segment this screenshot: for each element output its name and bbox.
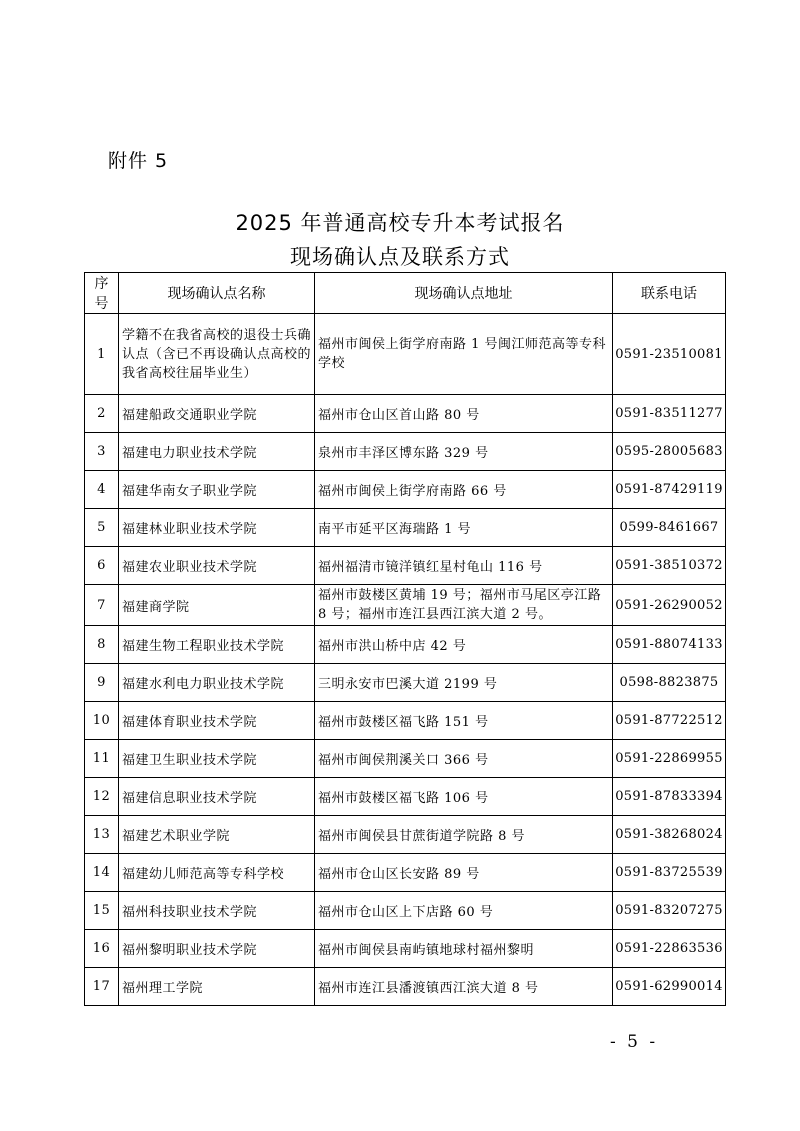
site-address-cell: 福州市仓山区长安路 89 号 bbox=[315, 854, 613, 892]
header-site-address: 现场确认点地址 bbox=[315, 273, 613, 314]
table-row bbox=[85, 433, 726, 471]
phone-cell: 0591-38268024 bbox=[613, 816, 726, 854]
site-address-cell: 三明永安市巴溪大道 2199 号 bbox=[315, 664, 613, 702]
table-row bbox=[85, 930, 726, 968]
site-address-cell: 南平市延平区海瑞路 1 号 bbox=[315, 509, 613, 547]
table-row bbox=[85, 509, 726, 547]
table-row bbox=[85, 626, 726, 664]
row-number-cell: 4 bbox=[85, 471, 119, 509]
table-row bbox=[85, 395, 726, 433]
site-address-cell: 福州市闽侯上街学府南路 66 号 bbox=[315, 471, 613, 509]
document-title-line1: 2025 年普通高校专升本考试报名 bbox=[235, 211, 565, 235]
phone-cell: 0591-23510081 bbox=[613, 314, 726, 395]
row-number-cell: 8 bbox=[85, 626, 119, 664]
row-number-cell: 11 bbox=[85, 740, 119, 778]
row-number-cell: 17 bbox=[85, 968, 119, 1006]
phone-cell: 0599-8461667 bbox=[613, 509, 726, 547]
site-name-cell: 福建林业职业技术学院 bbox=[119, 509, 315, 547]
table-row bbox=[85, 471, 726, 509]
table-row bbox=[85, 854, 726, 892]
row-number-cell: 12 bbox=[85, 778, 119, 816]
site-address-cell: 福州市闽侯荆溪关口 366 号 bbox=[315, 740, 613, 778]
document-title-line2: 现场确认点及联系方式 bbox=[290, 245, 510, 269]
phone-cell: 0591-38510372 bbox=[613, 547, 726, 585]
row-number-cell: 2 bbox=[85, 395, 119, 433]
site-name-cell: 学籍不在我省高校的退役士兵确认点（含已不再设确认点高校的我省高校往届毕业生） bbox=[119, 314, 315, 395]
row-number-cell: 9 bbox=[85, 664, 119, 702]
site-address-cell: 泉州市丰泽区博东路 329 号 bbox=[315, 433, 613, 471]
phone-cell: 0591-87833394 bbox=[613, 778, 726, 816]
site-name-cell: 福建卫生职业技术学院 bbox=[119, 740, 315, 778]
site-name-cell: 福建农业职业技术学院 bbox=[119, 547, 315, 585]
table-row bbox=[85, 968, 726, 1006]
header-site-name: 现场确认点名称 bbox=[119, 273, 315, 314]
row-number-cell: 13 bbox=[85, 816, 119, 854]
phone-cell: 0591-88074133 bbox=[613, 626, 726, 664]
table-row bbox=[85, 740, 726, 778]
table-row bbox=[85, 664, 726, 702]
site-name-cell: 福建水利电力职业技术学院 bbox=[119, 664, 315, 702]
site-name-cell: 福建艺术职业学院 bbox=[119, 816, 315, 854]
site-name-cell: 福建电力职业技术学院 bbox=[119, 433, 315, 471]
site-name-cell: 福建商学院 bbox=[119, 585, 315, 626]
phone-cell: 0591-22869955 bbox=[613, 740, 726, 778]
attachment-label: 附件 5 bbox=[108, 150, 169, 172]
phone-cell: 0595-28005683 bbox=[613, 433, 726, 471]
site-name-cell: 福建生物工程职业技术学院 bbox=[119, 626, 315, 664]
phone-cell: 0591-87722512 bbox=[613, 702, 726, 740]
site-name-cell: 福建华南女子职业学院 bbox=[119, 471, 315, 509]
table-row bbox=[85, 892, 726, 930]
table-row bbox=[85, 816, 726, 854]
site-name-cell: 福建信息职业技术学院 bbox=[119, 778, 315, 816]
phone-cell: 0598-8823875 bbox=[613, 664, 726, 702]
row-number-cell: 10 bbox=[85, 702, 119, 740]
row-number-cell: 16 bbox=[85, 930, 119, 968]
row-number-cell: 15 bbox=[85, 892, 119, 930]
phone-cell: 0591-22863536 bbox=[613, 930, 726, 968]
row-number-cell: 7 bbox=[85, 585, 119, 626]
table-row bbox=[85, 547, 726, 585]
row-number-cell: 5 bbox=[85, 509, 119, 547]
table-header-row bbox=[85, 273, 726, 314]
page-number: - 5 - bbox=[610, 1032, 659, 1052]
site-address-cell: 福州市仓山区上下店路 60 号 bbox=[315, 892, 613, 930]
header-phone: 联系电话 bbox=[613, 273, 726, 314]
site-address-cell: 福州市鼓楼区黄埔 19 号；福州市马尾区亭江路 8 号；福州市连江县西江滨大道 2 号。 bbox=[315, 585, 613, 626]
site-name-cell: 福州科技职业技术学院 bbox=[119, 892, 315, 930]
site-name-cell: 福州黎明职业技术学院 bbox=[119, 930, 315, 968]
phone-cell: 0591-83511277 bbox=[613, 395, 726, 433]
phone-cell: 0591-87429119 bbox=[613, 471, 726, 509]
header-number: 序号 bbox=[85, 273, 119, 314]
table-row bbox=[85, 778, 726, 816]
phone-cell: 0591-83725539 bbox=[613, 854, 726, 892]
site-address-cell: 福州市闽侯县南屿镇地球村福州黎明 bbox=[315, 930, 613, 968]
site-address-cell: 福州市闽侯县甘蔗街道学院路 8 号 bbox=[315, 816, 613, 854]
site-name-cell: 福建体育职业技术学院 bbox=[119, 702, 315, 740]
site-name-cell: 福建幼儿师范高等专科学校 bbox=[119, 854, 315, 892]
row-number-cell: 14 bbox=[85, 854, 119, 892]
phone-cell: 0591-26290052 bbox=[613, 585, 726, 626]
site-address-cell: 福州市鼓楼区福飞路 106 号 bbox=[315, 778, 613, 816]
site-address-cell: 福州市洪山桥中店 42 号 bbox=[315, 626, 613, 664]
site-address-cell: 福州福清市镜洋镇红星村龟山 116 号 bbox=[315, 547, 613, 585]
site-address-cell: 福州市仓山区首山路 80 号 bbox=[315, 395, 613, 433]
table-row bbox=[85, 314, 726, 395]
table-row bbox=[85, 702, 726, 740]
site-name-cell: 福建船政交通职业学院 bbox=[119, 395, 315, 433]
confirmation-sites-table bbox=[84, 272, 726, 1006]
site-address-cell: 福州市闽侯上街学府南路 1 号闽江师范高等专科学校 bbox=[315, 314, 613, 395]
phone-cell: 0591-83207275 bbox=[613, 892, 726, 930]
row-number-cell: 1 bbox=[85, 314, 119, 395]
site-address-cell: 福州市连江县潘渡镇西江滨大道 8 号 bbox=[315, 968, 613, 1006]
phone-cell: 0591-62990014 bbox=[613, 968, 726, 1006]
table-row bbox=[85, 585, 726, 626]
site-address-cell: 福州市鼓楼区福飞路 151 号 bbox=[315, 702, 613, 740]
site-name-cell: 福州理工学院 bbox=[119, 968, 315, 1006]
row-number-cell: 6 bbox=[85, 547, 119, 585]
row-number-cell: 3 bbox=[85, 433, 119, 471]
